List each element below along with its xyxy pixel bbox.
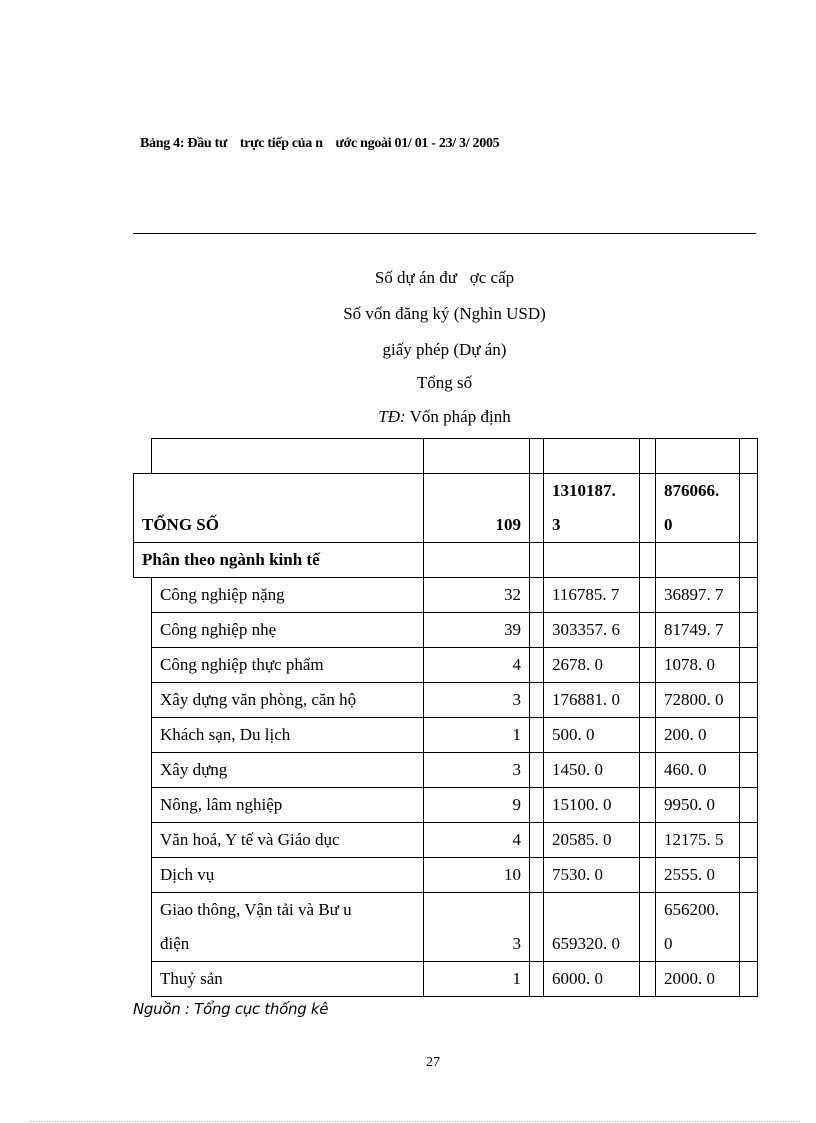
spacer-cell	[530, 613, 544, 648]
spacer-cell	[530, 578, 544, 613]
header-capital-title: Số vốn đăng ký (Nghìn USD)	[343, 304, 546, 323]
header-legal-capital	[133, 407, 756, 427]
row-projects: 39	[424, 613, 530, 648]
row-label: Khách sạn, Du lịch	[152, 718, 424, 753]
row-projects: 1	[424, 718, 530, 753]
spacer-cell	[640, 753, 656, 788]
spacer-cell	[530, 648, 544, 683]
spacer-cell	[740, 893, 758, 962]
spacer-cell	[640, 718, 656, 753]
row-legal-capital: 2000. 0	[656, 962, 740, 997]
blank-cell	[134, 858, 152, 893]
spacer-cell	[640, 858, 656, 893]
spacer-cell	[530, 823, 544, 858]
row-label: Xây dựng	[152, 753, 424, 788]
spacer-cell	[640, 823, 656, 858]
spacer-cell	[640, 578, 656, 613]
row-projects: 9	[424, 788, 530, 823]
blank-cell	[134, 648, 152, 683]
row-label: Thuỷ sản	[152, 962, 424, 997]
spacer-cell	[530, 893, 544, 962]
row-capital: 303357. 6	[544, 613, 640, 648]
row-capital: 176881. 0	[544, 683, 640, 718]
spacer-cell	[740, 753, 758, 788]
row-capital: 659320. 0	[544, 893, 640, 962]
row-label: Xây dựng văn phòng, căn hộ	[152, 683, 424, 718]
row-projects: 1	[424, 962, 530, 997]
blank-cell	[134, 788, 152, 823]
blank-cell	[134, 893, 152, 962]
investment-table	[133, 438, 758, 997]
empty-cell	[544, 543, 640, 578]
row-legal-capital: 656200. 0	[656, 893, 740, 962]
source-note: Nguồn : Tổng cục thống kê	[133, 1000, 329, 1018]
spacer-cell	[740, 439, 758, 474]
row-capital: 20585. 0	[544, 823, 640, 858]
table-row	[134, 788, 758, 823]
section-label: Phân theo ngành kinh tế	[134, 543, 424, 578]
page-bottom-dotted-line	[30, 1121, 800, 1122]
empty-cell	[656, 543, 740, 578]
spacer-cell	[640, 648, 656, 683]
row-label: Công nghiệp nhẹ	[152, 613, 424, 648]
row-label: Công nghiệp thực phẩm	[152, 648, 424, 683]
spacer-cell	[640, 962, 656, 997]
spacer-cell	[740, 578, 758, 613]
spacer-cell	[530, 474, 544, 543]
row-capital: 15100. 0	[544, 788, 640, 823]
spacer-cell	[640, 788, 656, 823]
table-header-row	[134, 439, 758, 474]
row-label: Nông, lâm nghiệp	[152, 788, 424, 823]
row-capital: 7530. 0	[544, 858, 640, 893]
row-capital: 116785. 7	[544, 578, 640, 613]
header-cell	[656, 439, 740, 474]
table-row	[134, 823, 758, 858]
blank-cell	[134, 823, 152, 858]
spacer-cell	[530, 439, 544, 474]
row-capital: 500. 0	[544, 718, 640, 753]
spacer-cell	[640, 439, 656, 474]
spacer-cell	[640, 474, 656, 543]
row-capital: 2678. 0	[544, 648, 640, 683]
blank-cell	[134, 613, 152, 648]
header-projects-line2: giấy phép (Dự án)	[382, 340, 507, 359]
header-projects-line1: Số dự án đư ợc cấp	[374, 268, 515, 287]
row-legal-capital: 72800. 0	[656, 683, 740, 718]
page-number: 27	[426, 1055, 440, 1070]
spacer-cell	[640, 613, 656, 648]
spacer-cell	[530, 962, 544, 997]
header-cell	[152, 439, 424, 474]
table-row	[134, 683, 758, 718]
row-label: Công nghiệp nặng	[152, 578, 424, 613]
row-projects: 4	[424, 648, 530, 683]
blank-cell	[134, 962, 152, 997]
row-legal-capital: 81749. 7	[656, 613, 740, 648]
spacer-cell	[740, 823, 758, 858]
table-row	[134, 753, 758, 788]
spacer-cell	[530, 788, 544, 823]
row-projects: 10	[424, 858, 530, 893]
table-row-transport	[134, 893, 758, 962]
total-row	[134, 474, 758, 543]
spacer-cell	[640, 893, 656, 962]
spacer-cell	[740, 543, 758, 578]
table-row	[134, 578, 758, 613]
header-total: Tổng số	[416, 373, 473, 392]
section-row	[134, 543, 758, 578]
header-cell	[544, 439, 640, 474]
total-projects: 109	[424, 474, 530, 543]
table-row	[134, 613, 758, 648]
row-projects: 32	[424, 578, 530, 613]
total-legal-capital: 876066. 0	[656, 474, 740, 543]
row-legal-capital: 2555. 0	[656, 858, 740, 893]
row-label: Văn hoá, Y tế và Giáo dục	[152, 823, 424, 858]
table-row	[134, 962, 758, 997]
row-capital: 6000. 0	[544, 962, 640, 997]
row-legal-capital: 200. 0	[656, 718, 740, 753]
row-projects: 4	[424, 823, 530, 858]
row-legal-capital: 12175. 5	[656, 823, 740, 858]
spacer-cell	[740, 648, 758, 683]
table-row	[134, 718, 758, 753]
spacer-cell	[740, 788, 758, 823]
row-capital: 1450. 0	[544, 753, 640, 788]
spacer-cell	[530, 753, 544, 788]
spacer-cell	[740, 718, 758, 753]
row-projects: 3	[424, 753, 530, 788]
empty-cell	[424, 543, 530, 578]
row-label: Giao thông, Vận tải và Bư u điện	[152, 893, 424, 962]
blank-cell	[134, 439, 152, 474]
table-caption: Bảng 4: Đầu tư trực tiếp của n ước ngoài 01/ 01 - 23/ 3/ 2005	[140, 136, 500, 151]
blank-cell	[134, 718, 152, 753]
row-projects: 3	[424, 893, 530, 962]
row-label: Dịch vụ	[152, 858, 424, 893]
spacer-cell	[740, 683, 758, 718]
row-legal-capital: 460. 0	[656, 753, 740, 788]
row-legal-capital: 36897. 7	[656, 578, 740, 613]
blank-cell	[134, 753, 152, 788]
spacer-cell	[740, 613, 758, 648]
total-label: TỔNG SỐ	[134, 474, 424, 543]
spacer-cell	[530, 858, 544, 893]
spacer-cell	[530, 683, 544, 718]
header-legal-text: Vốn pháp định	[405, 407, 511, 426]
row-projects: 3	[424, 683, 530, 718]
table-row	[134, 648, 758, 683]
row-legal-capital: 1078. 0	[656, 648, 740, 683]
spacer-cell	[640, 683, 656, 718]
spacer-cell	[740, 858, 758, 893]
spacer-cell	[740, 474, 758, 543]
blank-cell	[134, 578, 152, 613]
table-row	[134, 858, 758, 893]
spacer-cell	[530, 718, 544, 753]
header-legal-prefix: TĐ:	[378, 407, 406, 426]
row-legal-capital: 9950. 0	[656, 788, 740, 823]
spacer-cell	[530, 543, 544, 578]
blank-cell	[134, 683, 152, 718]
spacer-cell	[640, 543, 656, 578]
horizontal-rule	[133, 233, 756, 234]
total-capital: 1310187. 3	[544, 474, 640, 543]
spacer-cell	[740, 962, 758, 997]
header-cell	[424, 439, 530, 474]
